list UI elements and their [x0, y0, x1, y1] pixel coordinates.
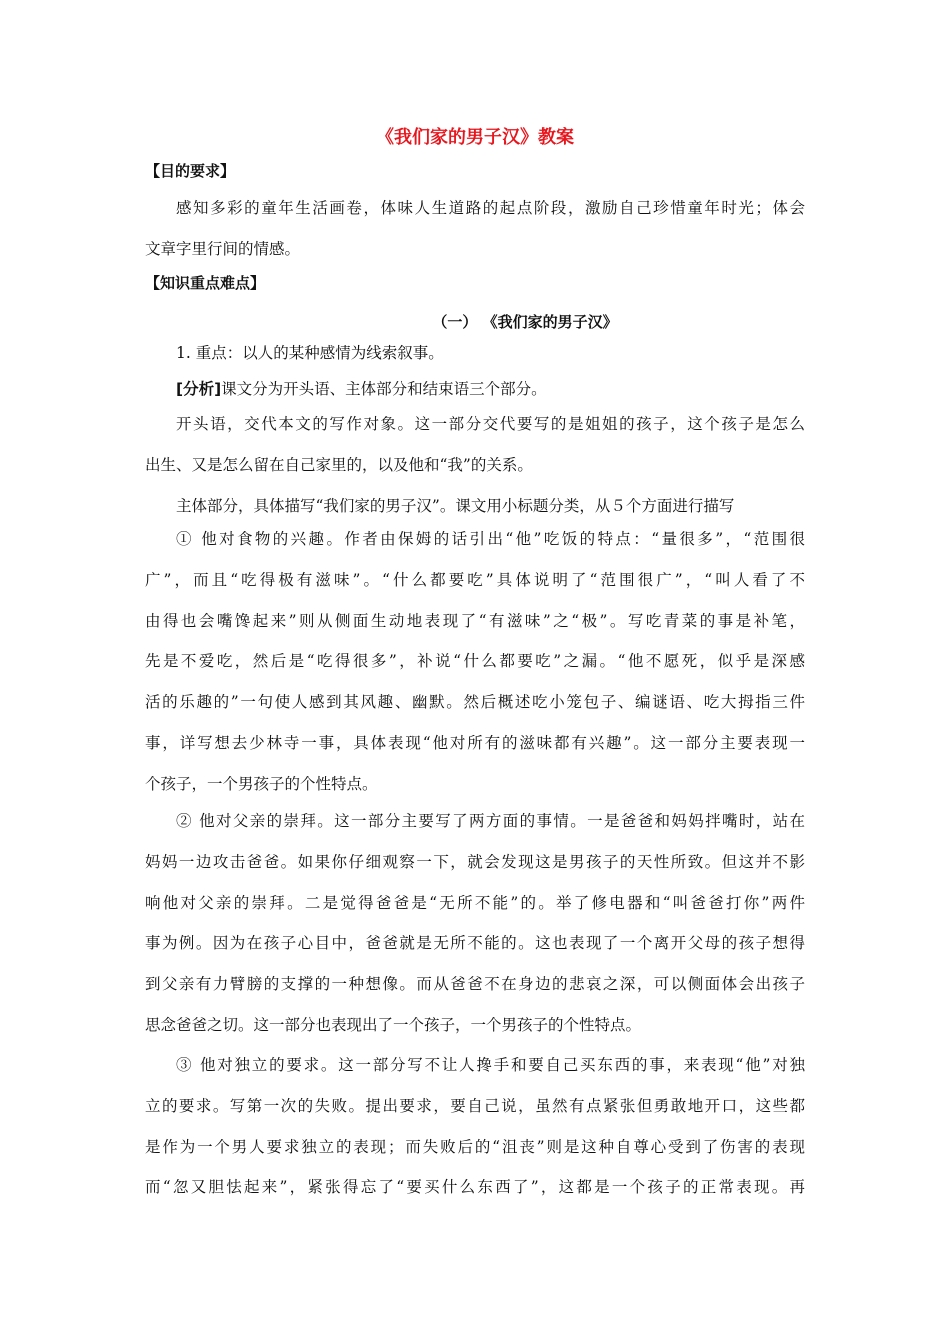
independence-paragraph: [145, 1045, 805, 1208]
goal-line: 文章字里行间的情感。: [145, 239, 301, 258]
food-line: 先是不爱吃，然后是“吃得很多”，补说“什么都要吃”之漏。“他不愿死，似乎是深感: [145, 652, 805, 671]
father-line: 事为例。因为在孩子心目中，爸爸就是无所不能的。这也表现了一个离开父母的孩子想得: [145, 934, 805, 953]
food-line: 活的乐趣的”一句使人感到其风趣、幽默。然后概述吃小笼包子、编谜语、吃大拇指三件: [145, 693, 805, 712]
intro-line: 出生、又是怎么留在自己家里的，以及他和“我”的关系。: [145, 455, 533, 474]
document-title: 《我们家的男子汉》教案: [376, 127, 574, 148]
food-line: ① 他对食物的兴趣。作者由保姆的话引出“他”吃饭的特点：“量很多”，“范围很: [176, 530, 805, 548]
point-line: 1. 重点：以人的某种感情为线索叙事。: [176, 344, 444, 362]
independence-line: 而“忽又胆怯起来”，紧张得忘了“要买什么东西了”，这都是一个孩子的正常表现。再: [145, 1178, 805, 1197]
food-line: 事，详写想去少林寺一事，具体表现“他对所有的滋味都有兴趣”。这一部分主要表现一: [145, 733, 805, 752]
father-line: 响他对父亲的崇拜。二是觉得爸爸是“无所不能”的。举了修电器和“叫爸爸打你”两件: [145, 893, 805, 912]
father-line: 到父亲有力臂膀的支撑的一种想像。而从爸爸不在身边的悲哀之深，可以侧面体会出孩子: [145, 975, 805, 994]
food-line: 广”，而且“吃得极有滋味”。“什么都要吃”具体说明了“范围很广”，“叫人看了不: [145, 570, 805, 589]
father-line: ② 他对父亲的崇拜。这一部分主要写了两方面的事情。一是爸爸和妈妈拌嘴时，站在: [176, 812, 805, 830]
key-heading: 【知识重点难点】: [145, 274, 266, 292]
food-line: 个孩子，一个男孩子的个性特点。: [145, 774, 378, 793]
analysis-tag: [分析]: [176, 380, 222, 398]
analysis-text: 课文分为开头语、主体部分和结束语三个部分。: [221, 380, 547, 398]
goal-paragraph: [145, 188, 805, 270]
father-line: 思念爸爸之切。这一部分也表现出了一个孩子，一个男孩子的个性特点。: [145, 1015, 642, 1034]
goal-heading: 【目的要求】: [145, 162, 236, 180]
goal-line: 感知多彩的童年生活画卷，体味人生道路的起点阶段，激励自己珍惜童年时光；体会: [176, 199, 805, 217]
section-subheading: （一） 《我们家的男子汉》: [432, 313, 618, 331]
independence-line: ③ 他对独立的要求。这一部分写不让人搀手和要自己买东西的事，来表现“他”对独: [176, 1056, 805, 1074]
body-line: 主体部分，具体描写“我们家的男子汉”。课文用小标题分类，从５个方面进行描写: [176, 497, 735, 515]
father-line: 妈妈一边攻击爸爸。如果你仔细观察一下，就会发现这是男孩子的天性所致。但这并不影: [145, 852, 805, 871]
food-line: 由得也会嘴馋起来”则从侧面生动地表现了“有滋味”之“极”。写吃青菜的事是补笔，: [145, 611, 805, 630]
intro-line: 开头语，交代本文的写作对象。这一部分交代要写的是姐姐的孩子，这个孩子是怎么: [176, 415, 805, 433]
food-paragraph: [145, 519, 805, 805]
independence-line: 是作为一个男人要求独立的表现；而失败后的“沮丧”则是这种自尊心受到了伤害的表现: [145, 1137, 805, 1156]
father-paragraph: [145, 801, 805, 1046]
independence-line: 立的要求。写第一次的失败。提出要求，要自己说，虽然有点紧张但勇敢地开口，这些都: [145, 1096, 805, 1115]
intro-paragraph: [145, 404, 805, 486]
point-paragraph: [145, 333, 805, 374]
